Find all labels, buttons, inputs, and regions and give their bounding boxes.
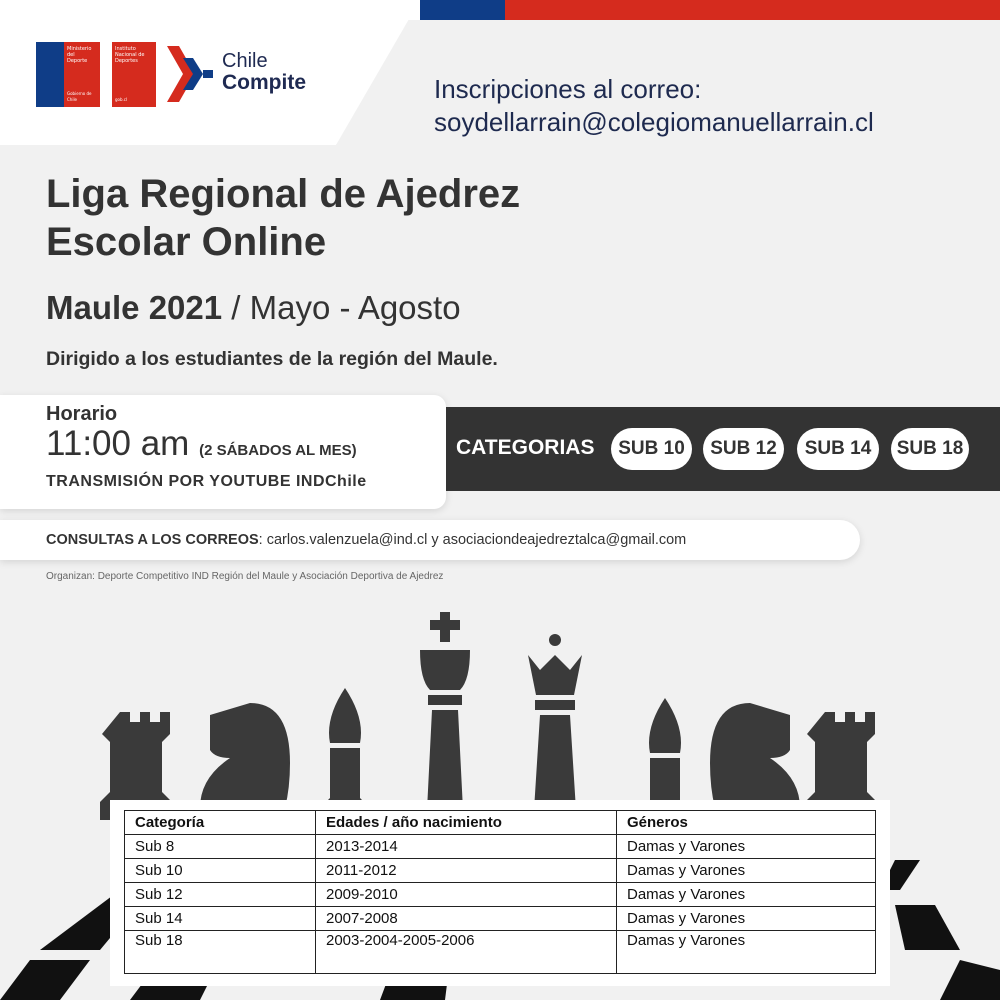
categorias-label: CATEGORIAS: [456, 436, 595, 459]
horario-label: Horario: [46, 403, 118, 425]
category-pill: SUB 12: [703, 428, 784, 470]
table-cell: Sub 8: [125, 835, 316, 859]
consultas-emails: : carlos.valenzuela@ind.cl y asociaciondeajedreztalca@gmail.com: [258, 532, 687, 548]
table-row: [125, 931, 876, 974]
instituto-line1: Instituto: [115, 46, 136, 52]
table-cell: Damas y Varones: [617, 883, 876, 907]
queen-icon: [528, 634, 582, 825]
table-cell: 2003-2004-2005-2006: [316, 931, 617, 974]
event-place-year: Maule 2021: [46, 289, 223, 326]
table-header: Categoría: [125, 811, 316, 835]
table-cell: Sub 10: [125, 859, 316, 883]
chile-compite-chevron-icon: [165, 44, 215, 104]
ministerio-logo: [64, 42, 100, 107]
categories-table: [124, 810, 876, 974]
table-cell: Damas y Varones: [617, 859, 876, 883]
organizan-text: Organizan: Deporte Competitivo IND Región del Maule y Asociación Deportiva de Ajedrez: [46, 571, 444, 582]
table-cell: Damas y Varones: [617, 835, 876, 859]
table-cell: Sub 14: [125, 907, 316, 931]
ministerio-footer: Gobierno de Chile: [67, 91, 92, 102]
table-cell: Damas y Varones: [617, 907, 876, 931]
table-row: [125, 883, 876, 907]
knight-icon: [200, 703, 290, 808]
ministerio-line1: Ministerio del: [67, 46, 92, 58]
event-title-line2: Escolar Online: [46, 220, 327, 264]
table-cell: Damas y Varones: [617, 931, 876, 974]
ministerio-line2: Deporte: [67, 58, 88, 64]
instituto-line3: Deportes: [115, 58, 138, 64]
chile-compite-logo: [222, 50, 306, 94]
categories-table-panel: [110, 800, 890, 986]
table-cell: 2013-2014: [316, 835, 617, 859]
horario-note: (2 SÁBADOS AL MES): [199, 442, 357, 459]
event-months: / Mayo - Agosto: [231, 289, 461, 326]
chile-compite-line1: Chile: [222, 50, 268, 72]
table-cell: Sub 18: [125, 931, 316, 974]
event-title-line1: Liga Regional de Ajedrez: [46, 172, 521, 216]
instituto-line2: Nacional de: [115, 52, 145, 58]
chile-compite-line2: Compite: [222, 71, 306, 94]
horario-time-block: [46, 424, 357, 464]
consultas-text: [46, 532, 686, 548]
category-pill: SUB 18: [891, 428, 969, 470]
table-cell: Sub 12: [125, 883, 316, 907]
directed-text: Dirigido a los estudiantes de la región del Maule.: [46, 348, 498, 370]
instituto-footer: gob.cl: [115, 97, 128, 102]
table-cell: 2009-2010: [316, 883, 617, 907]
instituto-logo: [112, 42, 156, 107]
table-header: Géneros: [617, 811, 876, 835]
transmision-text: TRANSMISIÓN POR YOUTUBE INDChile: [46, 473, 367, 490]
event-subtitle: [46, 289, 461, 327]
category-pill: SUB 14: [797, 428, 879, 470]
event-title: [46, 170, 520, 266]
table-row: [125, 907, 876, 931]
table-row: [125, 859, 876, 883]
inscripciones-email[interactable]: soydellarrain@colegiomanuellarrain.cl: [434, 107, 874, 137]
inscripciones-label: Inscripciones al correo:: [434, 74, 702, 104]
ministerio-logo-blue: [36, 42, 64, 107]
king-icon: [420, 612, 470, 825]
inscripciones-block: [434, 73, 874, 139]
category-pill: SUB 10: [611, 428, 692, 470]
table-row: [125, 835, 876, 859]
table-header: Edades / año nacimiento: [316, 811, 617, 835]
table-header-row: [125, 811, 876, 835]
table-cell: 2007-2008: [316, 907, 617, 931]
bishop-icon: [320, 688, 370, 818]
table-cell: 2011-2012: [316, 859, 617, 883]
horario-time: 11:00 am: [46, 424, 190, 463]
knight-icon: [710, 703, 800, 808]
consultas-label: CONSULTAS A LOS CORREOS: [46, 532, 259, 548]
